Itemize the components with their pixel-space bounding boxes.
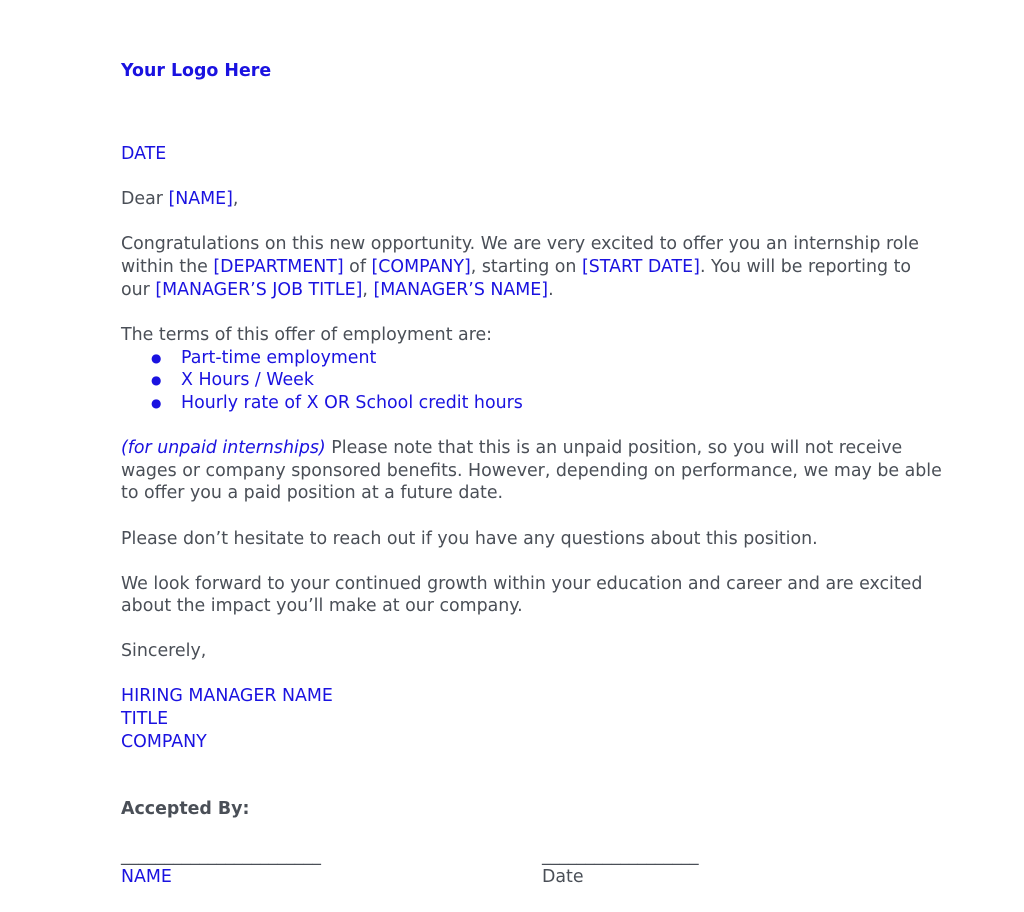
closing-line-2: about the impact you’ll make at our company. bbox=[121, 596, 523, 616]
signoff: Sincerely, bbox=[121, 641, 207, 661]
questions-paragraph: Please don’t hesitate to reach out if you have any questions about this position. bbox=[121, 529, 818, 549]
bullet-icon: ● bbox=[151, 396, 162, 410]
recipient-name: [NAME] bbox=[168, 189, 233, 209]
text-fragment: . bbox=[548, 280, 554, 300]
logo-placeholder: Your Logo Here bbox=[121, 61, 272, 81]
paragraph-1-line-2 bbox=[121, 256, 911, 278]
terms-list-item bbox=[151, 392, 523, 414]
accepted-by-label: Accepted By: bbox=[121, 799, 250, 819]
paragraph-1-line-1: Congratulations on this new opportunity. We are very excited to offer you an internship role bbox=[121, 234, 919, 254]
text-fragment: of bbox=[343, 257, 372, 277]
text-fragment: Please note that this is an unpaid position, so you will not receive bbox=[325, 438, 903, 458]
unpaid-line-3: to offer you a paid position at a future date. bbox=[121, 483, 504, 503]
start-date-placeholder: [START DATE] bbox=[581, 257, 700, 277]
greeting-suffix: , bbox=[232, 189, 239, 209]
paragraph-1-line-3 bbox=[121, 279, 554, 301]
terms-intro: The terms of this offer of employment are: bbox=[121, 325, 493, 345]
signature-title: TITLE bbox=[121, 709, 169, 729]
bullet-icon: ● bbox=[151, 351, 162, 365]
manager-title-placeholder: [MANAGER’S JOB TITLE] bbox=[155, 280, 363, 300]
unpaid-line-1 bbox=[121, 437, 902, 459]
company-placeholder: [COMPANY] bbox=[371, 257, 471, 277]
text-fragment: , starting on bbox=[470, 257, 582, 277]
signature-line-date: __________________ bbox=[542, 846, 699, 866]
greeting-prefix: Dear bbox=[121, 189, 169, 209]
letter-date: DATE bbox=[121, 144, 167, 164]
terms-list-item bbox=[151, 369, 314, 391]
terms-item-text: X Hours / Week bbox=[181, 370, 314, 390]
unpaid-tag: (for unpaid internships) bbox=[121, 438, 326, 458]
text-fragment: , bbox=[362, 280, 374, 300]
terms-list-item bbox=[151, 347, 376, 369]
manager-name-placeholder: [MANAGER’S NAME] bbox=[373, 280, 549, 300]
closing-line-1: We look forward to your continued growth within your education and career and are excited bbox=[121, 574, 923, 594]
unpaid-line-2: wages or company sponsored benefits. However, depending on performance, we may be able bbox=[121, 461, 942, 481]
terms-item-text: Part-time employment bbox=[181, 348, 377, 368]
greeting bbox=[121, 188, 238, 210]
text-fragment: . You will be reporting to bbox=[699, 257, 912, 277]
text-fragment: our bbox=[121, 280, 156, 300]
signature-company: COMPANY bbox=[121, 732, 207, 752]
signature-name-label: NAME bbox=[121, 867, 172, 887]
signature-date-label: Date bbox=[542, 867, 584, 887]
signature-name: HIRING MANAGER NAME bbox=[121, 686, 333, 706]
text-fragment: within the bbox=[121, 257, 214, 277]
signature-line-name: _______________________ bbox=[121, 846, 321, 866]
terms-item-text: Hourly rate of X OR School credit hours bbox=[181, 393, 523, 413]
department-placeholder: [DEPARTMENT] bbox=[213, 257, 344, 277]
bullet-icon: ● bbox=[151, 373, 162, 387]
